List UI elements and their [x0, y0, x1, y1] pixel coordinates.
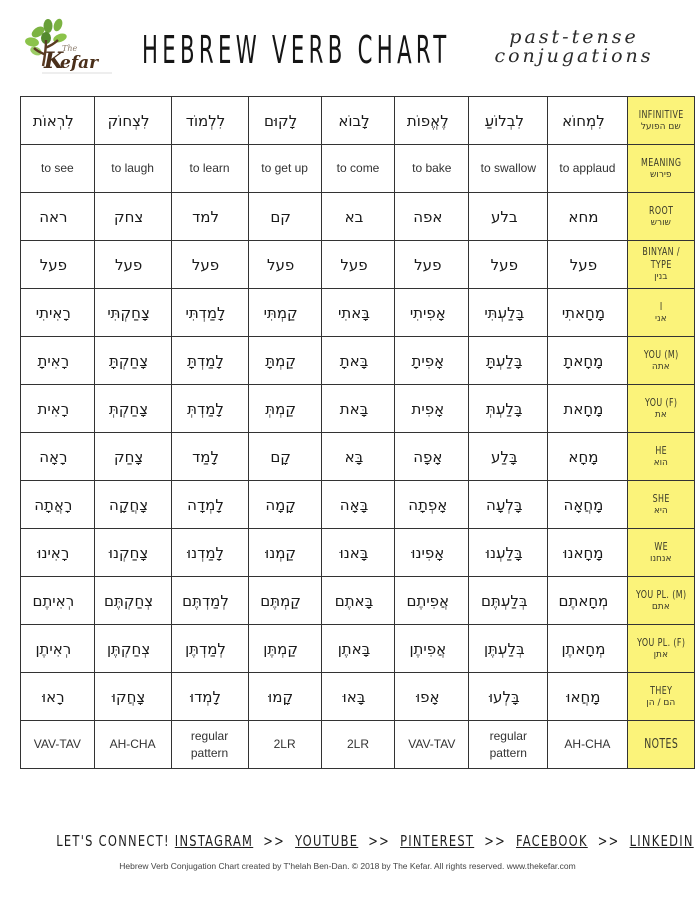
conjugation-cell: קַמְתֶּם — [248, 577, 321, 625]
conjugation-cell: לָמַדְתְּ — [171, 385, 248, 433]
row-label — [627, 97, 694, 145]
root-cell: מחא — [548, 193, 627, 241]
link-separator: >> — [263, 832, 286, 850]
row-label-english: INFINITIVE — [638, 107, 684, 121]
youtube-link[interactable]: YOUTUBE — [295, 832, 359, 850]
notes-cell: VAV-TAV — [395, 721, 469, 769]
subtitle-line-2: conjugations — [494, 45, 654, 67]
meaning-row — [21, 145, 695, 193]
binyan-cell: פעל — [248, 241, 321, 289]
conjugation-cell: לָמַדְנוּ — [171, 529, 248, 577]
infinitive-cell: לִצְחוֹק — [94, 97, 171, 145]
row-label — [627, 241, 694, 289]
conjugation-cell: בָּאָה — [321, 481, 395, 529]
linkedin-link[interactable]: LINKEDIN — [629, 832, 694, 850]
conjugation-cell: צָחַק — [94, 433, 171, 481]
root-row — [21, 193, 695, 241]
conjugation-cell: קַמְתְּ — [248, 385, 321, 433]
row-label — [627, 433, 694, 481]
row-label-english: YOU (M) — [643, 347, 679, 361]
conjugation-cell: בָּלְעָה — [469, 481, 548, 529]
row-label — [627, 385, 694, 433]
row-label-hebrew: אנחנו — [650, 553, 672, 564]
row-label-hebrew: פירוש — [650, 169, 672, 180]
conj-you-m-row — [21, 337, 695, 385]
conjugation-cell: לָמַדְתִּי — [171, 289, 248, 337]
root-cell: קם — [248, 193, 321, 241]
conjugation-cell: רְאִיתֶן — [21, 625, 95, 673]
binyan-cell: פעל — [548, 241, 627, 289]
binyan-cell: פעל — [395, 241, 469, 289]
row-label — [627, 145, 694, 193]
conjugation-cell: מְחָאתֶם — [548, 577, 627, 625]
conjugation-cell: רָאִינוּ — [21, 529, 95, 577]
subtitle-line-1: past-tense — [509, 26, 639, 48]
conjugation-cell: רָאֲתָה — [21, 481, 95, 529]
conjugation-cell: בָּאנוּ — [321, 529, 395, 577]
conjugation-cell: מָחֲאָה — [548, 481, 627, 529]
infinitive-row — [21, 97, 695, 145]
conjugation-cell: בָּאתָ — [321, 337, 395, 385]
row-label-english: SHE — [652, 491, 670, 505]
meaning-cell: to come — [321, 145, 395, 193]
connect-label: LET'S CONNECT! — [56, 832, 170, 850]
conjugation-cell: לָמְדוּ — [171, 673, 248, 721]
notes-cell: AH-CHA — [548, 721, 627, 769]
conjugation-cell: צָחַקְתִּי — [94, 289, 171, 337]
notes-cell: regular pattern — [171, 721, 248, 769]
conjugation-cell: בָּלַעְתִּי — [469, 289, 548, 337]
copyright-notice: Hebrew Verb Conjugation Chart created by T'helah Ben-Dan. © 2018 by The Kefar. All rights reserved. www.thekefar.com — [119, 861, 576, 871]
svg-text:K: K — [44, 48, 64, 74]
conjugation-cell: קַמְנוּ — [248, 529, 321, 577]
conjugation-cell: רָאוּ — [21, 673, 95, 721]
page-header — [0, 0, 695, 92]
conjugation-cell: לְמַדְתֶּם — [171, 577, 248, 625]
conjugation-cell: קַמְתִּי — [248, 289, 321, 337]
page-title: HEBREW VERB CHART — [142, 28, 451, 72]
binyan-cell: פעל — [171, 241, 248, 289]
infinitive-cell: לִלְמוֹד — [171, 97, 248, 145]
conjugation-cell: צָחַקְנוּ — [94, 529, 171, 577]
conj-she-row — [21, 481, 695, 529]
infinitive-cell: לָבוֹא — [321, 97, 395, 145]
conjugation-cell: רְאִיתֶם — [21, 577, 95, 625]
root-cell: אפה — [395, 193, 469, 241]
binyan-cell: פעל — [321, 241, 395, 289]
conjugation-cell: לָמַד — [171, 433, 248, 481]
row-label-english: NOTES — [643, 737, 678, 752]
row-label-hebrew: אני — [654, 313, 667, 324]
row-label-english: YOU PL. (M) — [635, 587, 687, 601]
meaning-cell: to applaud — [548, 145, 627, 193]
conjugation-cell: רָאִיתִי — [21, 289, 95, 337]
conjugation-cell: אָפִיתִי — [395, 289, 469, 337]
link-separator: >> — [484, 832, 507, 850]
conjugation-cell: אֲפִיתֶם — [395, 577, 469, 625]
row-label-hebrew: אתן — [653, 649, 668, 660]
root-cell: ראה — [21, 193, 95, 241]
conjugation-cell: אָפִית — [395, 385, 469, 433]
conjugation-cell: אֲפִיתֶן — [395, 625, 469, 673]
root-cell: למד — [171, 193, 248, 241]
row-label-english: WE — [653, 539, 668, 553]
conjugation-cell: בָּלַעְתָּ — [469, 337, 548, 385]
conjugation-cell: קָמוּ — [248, 673, 321, 721]
pinterest-link[interactable]: PINTEREST — [400, 832, 475, 850]
conjugation-cell: בְּלַעְתֶּם — [469, 577, 548, 625]
conjugation-cell: לְמַדְתֶּן — [171, 625, 248, 673]
infinitive-cell: לָקוּם — [248, 97, 321, 145]
link-separator: >> — [368, 832, 391, 850]
row-label-hebrew: שורש — [650, 217, 671, 228]
conjugation-cell: מָחָאתִי — [548, 289, 627, 337]
conjugation-cell: מָחָאתָ — [548, 337, 627, 385]
svg-text:The: The — [62, 44, 78, 53]
row-label — [627, 337, 694, 385]
conjugation-cell: מָחָא — [548, 433, 627, 481]
conjugation-cell: בָּלַעְנוּ — [469, 529, 548, 577]
conj-they-row — [21, 673, 695, 721]
row-label-english: BINYAN / TYPE — [641, 245, 680, 271]
conjugation-cell: מָחָאת — [548, 385, 627, 433]
page-subtitle — [474, 28, 674, 66]
conjugation-cell: צָחַקְתְּ — [94, 385, 171, 433]
root-cell: בא — [321, 193, 395, 241]
conjugation-cell: צְחַקְתֶּם — [94, 577, 171, 625]
conjugation-cell: מָחָאנוּ — [548, 529, 627, 577]
notes-cell: 2LR — [248, 721, 321, 769]
meaning-cell: to learn — [171, 145, 248, 193]
row-label-hebrew: הוא — [653, 457, 668, 468]
conjugation-cell: קָמָה — [248, 481, 321, 529]
conjugation-cell: אָפִינוּ — [395, 529, 469, 577]
conjugation-cell: בָּאתֶם — [321, 577, 395, 625]
row-label-hebrew: שם הפועל — [640, 121, 681, 132]
binyan-cell: פעל — [94, 241, 171, 289]
row-label — [627, 289, 694, 337]
root-cell: צחק — [94, 193, 171, 241]
binyan-cell: פעל — [469, 241, 548, 289]
conjugation-cell: בָּאתִי — [321, 289, 395, 337]
binyan-cell: פעל — [21, 241, 95, 289]
conjugation-cell: בָּלַע — [469, 433, 548, 481]
conj-i-row — [21, 289, 695, 337]
row-label-hebrew: אתם — [651, 601, 670, 612]
conjugation-cell: לָמַדְתָּ — [171, 337, 248, 385]
conj-you-pl-m-row — [21, 577, 695, 625]
meaning-cell: to swallow — [469, 145, 548, 193]
infinitive-cell: לִבְלוֹעַ — [469, 97, 548, 145]
conjugation-cell: צָחַקְתָּ — [94, 337, 171, 385]
conjugation-cell: מָחֲאוּ — [548, 673, 627, 721]
row-label — [627, 529, 694, 577]
conjugation-cell: רָאָה — [21, 433, 95, 481]
meaning-cell: to laugh — [94, 145, 171, 193]
conjugation-cell: אָפוּ — [395, 673, 469, 721]
binyan-row — [21, 241, 695, 289]
row-label — [627, 673, 694, 721]
conjugation-cell: רָאִיתָ — [21, 337, 95, 385]
conjugation-cell: לָמְדָה — [171, 481, 248, 529]
conjugation-cell: צָחֲקָה — [94, 481, 171, 529]
row-label — [627, 481, 694, 529]
meaning-cell: to get up — [248, 145, 321, 193]
row-label-english: ROOT — [648, 203, 673, 217]
conj-he-row — [21, 433, 695, 481]
svg-text:efar: efar — [60, 53, 99, 73]
conj-we-row — [21, 529, 695, 577]
conjugation-cell: בָּאת — [321, 385, 395, 433]
conjugation-cell: קָם — [248, 433, 321, 481]
row-label-english: HE — [654, 443, 667, 457]
notes-cell: AH-CHA — [94, 721, 171, 769]
row-label-hebrew: את — [654, 409, 667, 420]
link-separator: >> — [597, 832, 620, 850]
infinitive-cell: לִמְחוֹא — [548, 97, 627, 145]
row-label-english: I — [659, 299, 663, 313]
row-label-english: YOU (F) — [644, 395, 677, 409]
conjugation-cell: בְּלַעְתֶּן — [469, 625, 548, 673]
conjugation-cell: קַמְתָּ — [248, 337, 321, 385]
notes-cell: 2LR — [321, 721, 395, 769]
conjugation-cell: צְחַקְתֶּן — [94, 625, 171, 673]
row-label — [627, 193, 694, 241]
row-label-hebrew: בנין — [654, 272, 668, 282]
row-label-hebrew: היא — [653, 505, 668, 516]
verb-conjugation-table — [20, 96, 695, 769]
conjugation-cell: בָּלְעוּ — [469, 673, 548, 721]
infinitive-cell: לֶאֱפוֹת — [395, 97, 469, 145]
conjugation-cell: בָּאתֶן — [321, 625, 395, 673]
row-label-hebrew: הם / הן — [646, 697, 676, 708]
conjugation-cell: רָאִית — [21, 385, 95, 433]
infinitive-cell: לִרְאוֹת — [21, 97, 95, 145]
meaning-cell: to see — [21, 145, 95, 193]
kefar-logo — [24, 18, 116, 76]
row-label — [627, 577, 694, 625]
facebook-link[interactable]: FACEBOOK — [516, 832, 588, 850]
row-label — [627, 721, 694, 769]
meaning-cell: to bake — [395, 145, 469, 193]
instagram-link[interactable]: INSTAGRAM — [174, 832, 254, 850]
conjugation-cell: אָפִיתָ — [395, 337, 469, 385]
conj-you-pl-f-row — [21, 625, 695, 673]
conjugation-cell: צָחֲקוּ — [94, 673, 171, 721]
notes-cell: regular pattern — [469, 721, 548, 769]
row-label-english: MEANING — [640, 155, 681, 169]
notes-cell: VAV-TAV — [21, 721, 95, 769]
conjugation-cell: אָפָה — [395, 433, 469, 481]
conjugation-cell: בָּלַעְתְּ — [469, 385, 548, 433]
conjugation-cell: אָפְתָה — [395, 481, 469, 529]
row-label — [627, 625, 694, 673]
notes-row — [21, 721, 695, 769]
conjugation-cell: קַמְתֶּן — [248, 625, 321, 673]
row-label-english: THEY — [649, 683, 672, 697]
conjugation-cell: בָּא — [321, 433, 395, 481]
row-label-english: YOU PL. (F) — [636, 635, 685, 649]
row-label-hebrew: אתה — [651, 361, 670, 372]
conjugation-cell: מְחָאתֶן — [548, 625, 627, 673]
root-cell: בלע — [469, 193, 548, 241]
conjugation-cell: בָּאוּ — [321, 673, 395, 721]
conj-you-f-row — [21, 385, 695, 433]
tree-logo-icon — [24, 18, 116, 76]
social-links-bar — [0, 832, 695, 850]
